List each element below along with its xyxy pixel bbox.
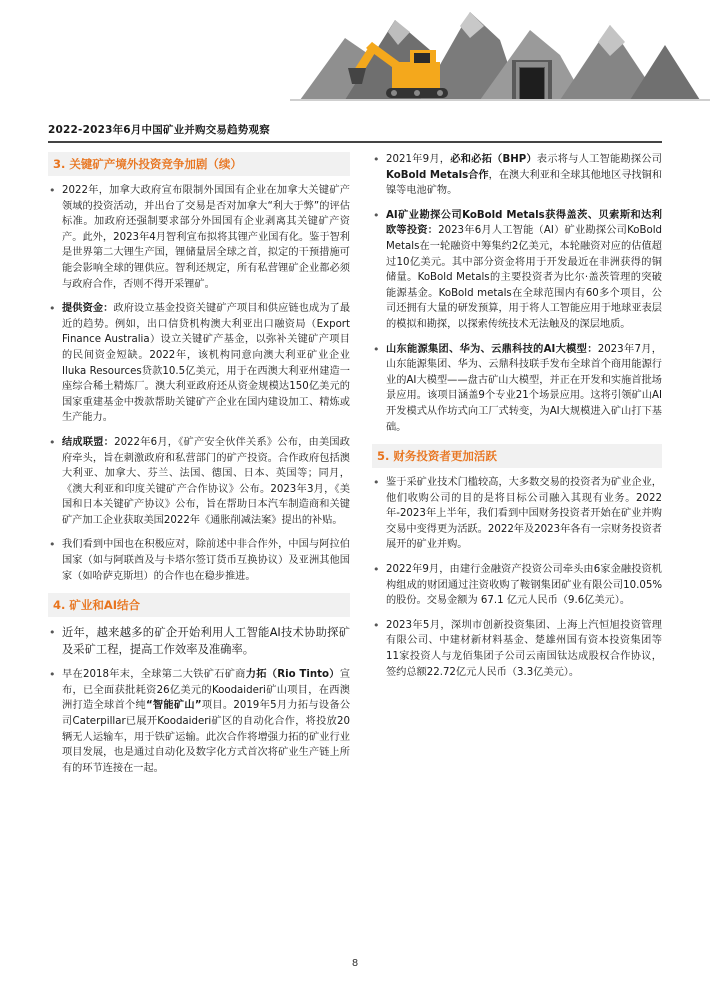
list-item: • 提供资金：政府设立基金投资关键矿产项目和供应链也成为了最近的趋势。例如，出口信贷机构澳大利亚出口融资局（Export Finance Australia）设立关键矿产基金，以弥补关键矿产项目的民间资金短缺。2022年，该机构同意向澳大利亚矿业企业Iluka Resources贷款10.5亿美元，用于在西澳大利亚州建造一座综合稀土精炼厂。澳大利亚政府还从资金规模达150亿美元的国家重建基金中拨款帮助关键矿产企业在国内建设加工、精炼或生产能力。 xyxy=(48,301,350,426)
list-item: • 近年，越来越多的矿企开始利用人工智能AI技术协助探矿及采矿工程，提高工作效率及准确率。 xyxy=(48,624,350,658)
section-3-heading: 3. 关键矿产境外投资竞争加剧（续） xyxy=(48,152,350,176)
banner-illustration xyxy=(0,0,710,110)
list-item: • 结成联盟：2022年6月，《矿产安全伙伴关系》公布，由美国政府牵头，旨在刺激政府和私营部门的矿产投资。合作政府包括澳大利亚、加拿大、芬兰、法国、德国、日本、英国等；同月，《澳大利亚和印度关键矿产合作协议》公布。2023年3月，《美国和日本关键矿产协议》公布，旨在帮助日本汽车制造商和关键矿产加工企业获取美国2022年《通胀削减法案》提出的补贴。 xyxy=(48,435,350,529)
document-title: 2022-2023年6月中国矿业并购交易趋势观察 xyxy=(48,124,270,136)
list-item: • 2022年，加拿大政府宣布限制外国国有企业在加拿大关键矿产领域的投资活动，并出台了交易是否对加拿大“利大于弊”的评估标准。加政府还强制要求部分外国国有企业剥离其关键矿产资产。此外，2023年4月智利宣布拟将其锂产业国有化。鉴于智利是世界第二大锂生产国，锂储量居全球之首，拟定的干预措施可能会影响全球的锂供应。智利还规定，所有私营锂矿企业都必须与政府合作，否则不得开采锂矿。 xyxy=(48,183,350,292)
list-item: • 2023年5月，深圳市创新投资集团、上海上汽恒旭投资管理有限公司、中建材新材料基金、楚雄州国有资本投资集团等11家投资人与龙佰集团子公司云南国钛达成股权合作协议，签约总额22.72亿元人民币（3.3亿美元）。 xyxy=(372,618,662,680)
list-item: • 山东能源集团、华为、云鼎科技的AI大模型：2023年7月，山东能源集团、华为、云鼎科技联手发布全球首个商用能源行业的AI大模型——盘古矿山大模型，并正在开发和实施首批场景应用。该项目涵盖9个专业21个场景应用。这将引领矿山AI开发模式从作坊式向工厂式转变，为AI大规模进入矿山打下基础。 xyxy=(372,342,662,436)
section-3-list xyxy=(48,183,350,584)
left-column xyxy=(48,152,350,785)
list-item: • AI矿业勘探公司KoBold Metals获得盖茨、贝索斯和达利欧等投资：2023年6月人工智能（AI）矿业勘探公司KoBold Metals在一轮融资中筹集约2亿美元，本轮融资对应的估值超过10亿美元。其中部分资金将用于开发最近在非洲获得的铜储量。KoBold Metals的主要投资者为比尔·盖茨管理的突破能源基金。KoBold metals在全球范围内有60多个项目，公司还拥有大量的研发预算，用于将人工智能应用于地球亚表层的模拟和勘探，以探索传统技术无法触及的深层地质。 xyxy=(372,208,662,333)
section-5-heading: 5. 财务投资者更加活跃 xyxy=(372,444,662,468)
section-4-heading: 4. 矿业和AI结合 xyxy=(48,593,350,617)
page-number: 8 xyxy=(351,958,359,969)
section-5-list xyxy=(372,475,662,680)
list-item: • 鉴于采矿业技术门槛较高，大多数交易的投资者为矿业企业，他们收购公司的目的是将目标公司融入其现有业务。2022年-2023年上半年，我们看到中国财务投资者开始在矿业并购交易中变得更为活跃。2022年及2023年各有一宗财务投资者展开的矿业并购。 xyxy=(372,475,662,553)
list-item: • 早在2018年末，全球第二大铁矿石矿商力拓（Rio Tinto）宣布，已全面获批耗资26亿美元的Koodaideri矿山项目，在西澳洲打造全球首个纯“智能矿山”项目。2019年5月力拓与设备公司Caterpillar已展开Koodaideri矿区的自动化合作，将投放20辆无人运输车，用于铁矿运输。此次合作将增强力拓的矿业行业项目发展，也是通过自动化及数字化方式首次将矿业生产链上所有的环节连接在一起。 xyxy=(48,667,350,776)
title-divider xyxy=(48,141,662,143)
section-4-list xyxy=(48,624,350,776)
right-column xyxy=(372,152,662,689)
list-item: • 我们看到中国也在积极应对，除前述中非合作外，中国与阿拉伯国家（如与阿联酋及与卡塔尔签订货币互换协议）及亚洲其他国家（如哈萨克斯坦）的合作也在稳步推进。 xyxy=(48,537,350,584)
mine-entrance-icon xyxy=(512,60,552,100)
list-item: • 2021年9月，必和必拓（BHP）表示将与人工智能勘探公司KoBold Metals合作，在澳大利亚和全球其他地区寻找铜和镍等电池矿物。 xyxy=(372,152,662,199)
list-item: • 2022年9月，由建行金融资产投资公司牵头由6家金融投资机构组成的财团通过注资收购了鞍钢集团矿业有限公司10.05% 的股份。交易金额为 67.1 亿元人民币（9.6亿美元）。 xyxy=(372,562,662,609)
mountain-range-icon xyxy=(300,12,700,100)
ai-cases-list xyxy=(372,152,662,435)
